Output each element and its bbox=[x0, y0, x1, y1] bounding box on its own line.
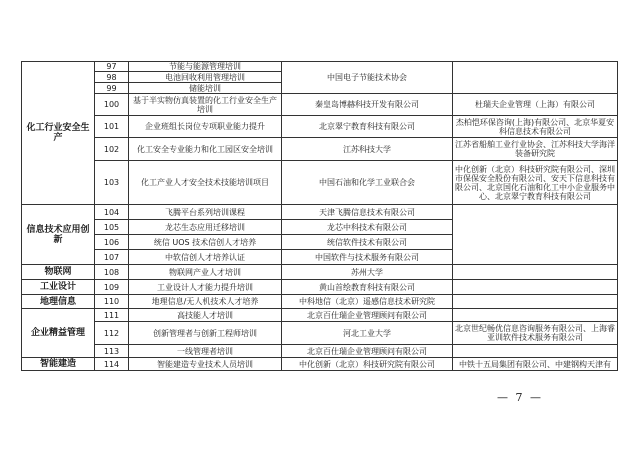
organizer: 中国石油和化学工业联合会 bbox=[282, 161, 453, 205]
organizer: 北京翠宁教育科技有限公司 bbox=[282, 116, 453, 138]
row-number: 104 bbox=[95, 205, 129, 220]
partner bbox=[453, 295, 618, 309]
project-name: 智能建造专业技术人员培训 bbox=[129, 358, 282, 371]
project-name: 一线管理者培训 bbox=[129, 345, 282, 358]
partner bbox=[453, 345, 618, 358]
partner: 北京世纪畅优信息咨询服务有限公司、上海睿亚训软件技术服务有限公司 bbox=[453, 322, 618, 345]
category-lean: 企业精益管理 bbox=[22, 309, 95, 358]
partner bbox=[453, 205, 618, 265]
row-number: 102 bbox=[95, 138, 129, 161]
project-name: 中软信创人才培养认证 bbox=[129, 250, 282, 265]
organizer: 中国软件与技术服务有限公司 bbox=[282, 250, 453, 265]
partner: 江苏省船舶工业行业协会、江苏科技大学海洋装备研究院 bbox=[453, 138, 618, 161]
page-number: — 7 — bbox=[497, 391, 543, 404]
project-name: 化工产业人才安全技术技能培训项目 bbox=[129, 161, 282, 205]
project-name: 物联网产业人才培训 bbox=[129, 265, 282, 280]
table-row bbox=[22, 309, 618, 322]
row-number: 112 bbox=[95, 322, 129, 345]
project-name: 企业班组长岗位专项职业能力提升 bbox=[129, 116, 282, 138]
partner bbox=[453, 309, 618, 322]
partner bbox=[453, 280, 618, 295]
project-name: 化工安全专业能力和化工园区安全培训 bbox=[129, 138, 282, 161]
organizer: 江苏科技大学 bbox=[282, 138, 453, 161]
project-name: 飞腾平台系列培训课程 bbox=[129, 205, 282, 220]
project-name: 节能与能源管理培训 bbox=[129, 62, 282, 72]
project-name: 电池回收利用管理培训 bbox=[129, 72, 282, 83]
organizer: 黄山首绘教育科技有限公司 bbox=[282, 280, 453, 295]
row-number: 108 bbox=[95, 265, 129, 280]
category-design: 工业设计 bbox=[22, 280, 95, 295]
table-row bbox=[22, 345, 618, 358]
organizer: 龙芯中科技术有限公司 bbox=[282, 220, 453, 235]
project-name: 创新管理者与创新工程师培训 bbox=[129, 322, 282, 345]
project-name: 统信 UOS 技术信创人才培养 bbox=[129, 235, 282, 250]
row-number: 107 bbox=[95, 250, 129, 265]
organizer: 秦皇岛博赫科技开发有限公司 bbox=[282, 94, 453, 116]
row-number: 100 bbox=[95, 94, 129, 116]
organizer: 中科地信（北京）遥感信息技术研究院 bbox=[282, 295, 453, 309]
row-number: 114 bbox=[95, 358, 129, 371]
partner bbox=[453, 265, 618, 280]
table-row bbox=[22, 358, 618, 371]
partner: 杜瑞夫企业管理（上海）有限公司 bbox=[453, 94, 618, 116]
row-number: 99 bbox=[95, 83, 129, 94]
organizer: 河北工业大学 bbox=[282, 322, 453, 345]
partner: 杰柏恺环保咨询(上海)有限公司、北京华夏安科信息技术有限公司 bbox=[453, 116, 618, 138]
table-row bbox=[22, 94, 618, 116]
table-row bbox=[22, 280, 618, 295]
row-number: 113 bbox=[95, 345, 129, 358]
organizer: 北京百仕瑞企业管理顾问有限公司 bbox=[282, 309, 453, 322]
row-number: 106 bbox=[95, 235, 129, 250]
category-it: 信息技术应用创新 bbox=[22, 205, 95, 265]
row-number: 111 bbox=[95, 309, 129, 322]
project-name: 储能培训 bbox=[129, 83, 282, 94]
row-number: 109 bbox=[95, 280, 129, 295]
category-geo: 地理信息 bbox=[22, 295, 95, 309]
row-number: 110 bbox=[95, 295, 129, 309]
partner: 中铁十五局集团有限公司、中建钢构天津有 bbox=[453, 358, 618, 371]
organizer: 苏州大学 bbox=[282, 265, 453, 280]
project-name: 工业设计人才能力提升培训 bbox=[129, 280, 282, 295]
project-name: 高技能人才培训 bbox=[129, 309, 282, 322]
category-chem: 化工行业安全生产 bbox=[22, 62, 95, 205]
row-number: 105 bbox=[95, 220, 129, 235]
project-name: 龙芯生态应用迁移培训 bbox=[129, 220, 282, 235]
partner bbox=[453, 62, 618, 94]
organizer: 天津飞腾信息技术有限公司 bbox=[282, 205, 453, 220]
category-iot: 物联网 bbox=[22, 265, 95, 280]
row-number: 103 bbox=[95, 161, 129, 205]
organizer: 中化创新（北京）科技研究院有限公司 bbox=[282, 358, 453, 371]
organizer: 北京百仕瑞企业管理顾问有限公司 bbox=[282, 345, 453, 358]
table-row bbox=[22, 161, 618, 205]
table-row bbox=[22, 295, 618, 309]
category-build: 智能建造 bbox=[22, 358, 95, 371]
partner: 中化创新（北京）科技研究院有限公司、深圳市保保安全股份有限公司、安天下信息科技有限公司、北京国化石油和化工中小企业服务中心、北京翠宁教育科技有限公司 bbox=[453, 161, 618, 205]
organizer: 统信软件技术有限公司 bbox=[282, 235, 453, 250]
table-row bbox=[22, 205, 618, 220]
table-row bbox=[22, 62, 618, 72]
project-name: 基于半实物仿真装置的化工行业安全生产培训 bbox=[129, 94, 282, 116]
training-project-table bbox=[21, 61, 618, 371]
row-number: 101 bbox=[95, 116, 129, 138]
row-number: 98 bbox=[95, 72, 129, 83]
row-number: 97 bbox=[95, 62, 129, 72]
project-name: 地理信息/无人机技术人才培养 bbox=[129, 295, 282, 309]
table-row bbox=[22, 116, 618, 138]
table-row bbox=[22, 138, 618, 161]
organizer: 中国电子节能技术协会 bbox=[282, 62, 453, 94]
table-row bbox=[22, 265, 618, 280]
table-row bbox=[22, 322, 618, 345]
